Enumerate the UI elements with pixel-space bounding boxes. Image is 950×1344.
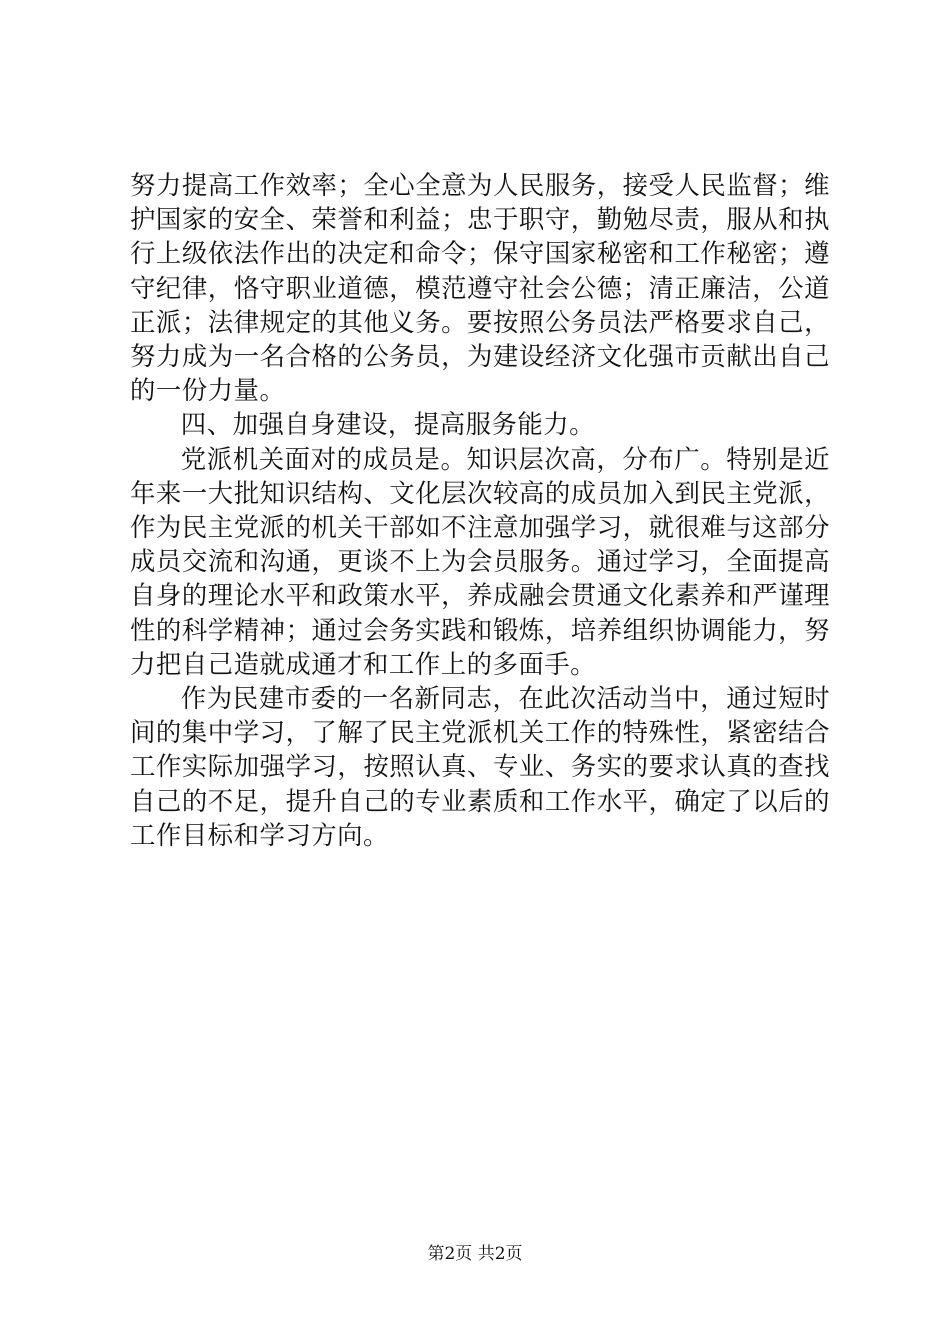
paragraph-continuation: 努力提高工作效率；全心全意为人民服务，接受人民监督；维护国家的安全、荣誉和利益；忠于职守，勤勉尽责，服从和执行上级依法作出的决定和命令；保守国家秘密和工作秘密；遵守纪律，恪守职业道德，模范遵守社会公德；清正廉洁，公道正派；法律规定的其他义务。要按照公务员法严格要求自己，努力成为一名合格的公务员，为建设经济文化强市贡献出自己的一份力量。: [130, 170, 830, 406]
section-heading: 四、加强自身建设，提高服务能力。: [180, 409, 596, 440]
document-body: [130, 168, 830, 852]
page-footer: 第2页 共2页: [427, 1244, 523, 1264]
paragraph: 党派机关面对的成员是。知识层次高，分布广。特别是近年来一大批知识结构、文化层次较高的成员加入到民主党派，作为民主党派的机关干部如不注意加强学习，就很难与这部分成员交流和沟通，更谈不上为会员服务。通过学习，全面提高自身的理论水平和政策水平，养成融会贯通文化素养和严谨理性的科学精神；通过会务实践和锻炼，培养组织协调能力，努力把自己造就成通才和工作上的多面手。: [130, 443, 830, 679]
paragraph: 作为民建市委的一名新同志，在此次活动当中，通过短时间的集中学习，了解了民主党派机关工作的特殊性，紧密结合工作实际加强学习，按照认真、专业、务实的要求认真的查找自己的不足，提升自己的专业素质和工作水平，确定了以后的工作目标和学习方向。: [130, 683, 830, 850]
